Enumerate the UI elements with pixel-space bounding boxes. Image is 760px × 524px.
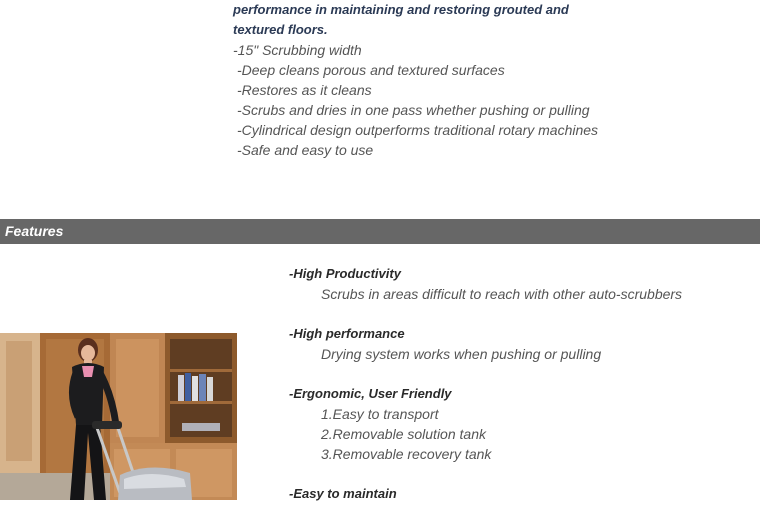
feature-detail: 1.Easy to transport: [321, 406, 439, 422]
feature-heading: -Easy to maintain: [289, 486, 397, 501]
spec-item: -Scrubs and dries in one pass whether pushing or pulling: [237, 102, 590, 118]
feature-item-high-performance: [289, 324, 749, 364]
description-bold-line-1: performance in maintaining and restoring grouted and: [233, 2, 569, 17]
spec-item: -Safe and easy to use: [237, 142, 374, 158]
product-photo: [0, 333, 237, 500]
feature-detail: Scrubs in areas difficult to reach with other auto-scrubbers: [321, 286, 683, 302]
spec-list: [233, 40, 753, 160]
feature-item-easy-to-maintain: [289, 484, 749, 504]
feature-heading: -High performance: [289, 326, 405, 341]
feature-detail: 3.Removable recovery tank: [321, 446, 492, 462]
features-list: [289, 264, 749, 524]
spec-item: -Deep cleans porous and textured surfaces: [237, 62, 505, 78]
feature-detail: 2.Removable solution tank: [321, 426, 486, 442]
feature-detail: Drying system works when pushing or pulling: [321, 346, 602, 362]
spec-item: -Cylindrical design outperforms traditional rotary machines: [237, 122, 599, 138]
product-description: [233, 0, 753, 160]
features-header-bar: [0, 219, 760, 244]
feature-heading: -High Productivity: [289, 266, 401, 281]
feature-item-ergonomic: [289, 384, 749, 464]
feature-item-high-productivity: [289, 264, 749, 304]
spec-item: -Restores as it cleans: [237, 82, 372, 98]
spec-item: -15" Scrubbing width: [233, 42, 362, 58]
feature-heading: -Ergonomic, User Friendly: [289, 386, 452, 401]
features-title: Features: [5, 223, 64, 239]
description-bold-line-2: textured floors.: [233, 22, 328, 37]
